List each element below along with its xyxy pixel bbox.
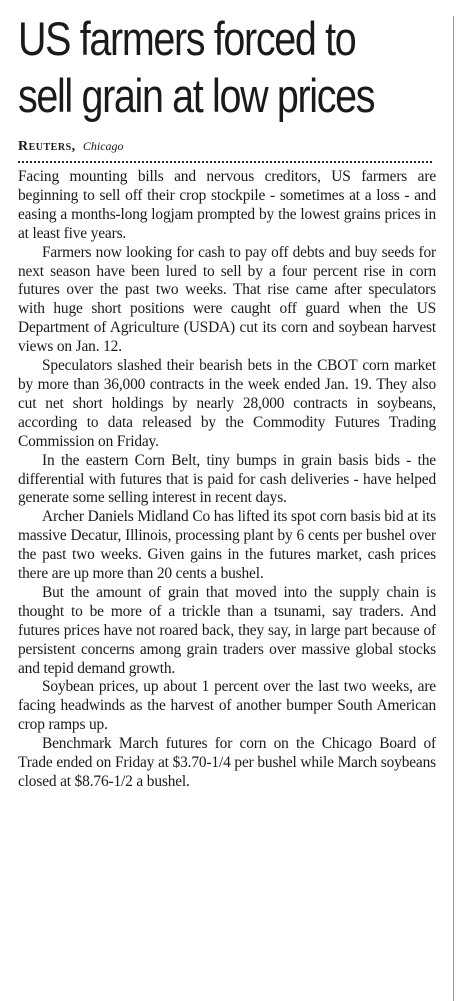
dotted-divider <box>18 161 432 163</box>
paragraph-6: But the amount of grain that moved into the supply chain is thought to be more of a trickle than a tsunami, say traders. And futures prices have not roared back, they say, in large part because of persistent concerns among grain traders over massive global stocks and tepid demand growth. <box>18 583 436 677</box>
paragraph-8: Benchmark March futures for corn on the Chicago Board of Trade ended on Friday at $3.70-1/4 per bushel while March soybeans closed at $8.76-1/2 a bushel. <box>18 735 436 790</box>
paragraph-2: Farmers now looking for cash to pay off debts and buy seeds for next season have been lured to sell by a four percent rise in corn futures over the past two weeks. That rise came after speculators with huge short positions were caught off guard when the US Department of Agriculture (USDA) cut its corn and soybean harvest views on Jan. 12. <box>18 243 436 356</box>
column-rule <box>453 16 454 1001</box>
paragraph-4: In the eastern Corn Belt, tiny bumps in grain basis bids - the differential with futures that is paid for cash deliveries - have helped generate some selling interest in recent days. <box>18 451 436 507</box>
byline-city: Chicago <box>82 139 124 153</box>
news-article <box>18 10 436 792</box>
headline <box>18 10 438 124</box>
paragraph-3: Speculators slashed their bearish bets in the CBOT corn market by more than 36,000 contracts in the week ended Jan. 19. They also cut net short holdings by nearly 28,000 contracts in soybeans, according to data released by the Commodity Futures Trading Commission on Friday. <box>18 357 436 450</box>
headline-line-2: sell grain at low prices <box>18 69 375 122</box>
byline <box>18 138 436 155</box>
article-body <box>18 168 436 792</box>
headline-line-1: US farmers forced to <box>18 12 356 65</box>
paragraph-5: Archer Daniels Midland Co has lifted its spot corn basis bid at its massive Decatur, Illinois, processing plant by 6 cents per bushel over the past two weeks. Given gains in the futures market, cash prices there are up more than 20 cents a bushel. <box>18 508 436 583</box>
paragraph-1: Facing mounting bills and nervous creditors, US farmers are beginning to sell off their crop stockpile - sometimes at a loss - and easing a months-long logjam prompted by the lowest grains prices in at least five years. <box>18 168 436 242</box>
byline-agency: Reuters, <box>18 139 76 154</box>
paragraph-7: Soybean prices, up about 1 percent over the last two weeks, are facing headwinds as the harvest of another bumper South American crop ramps up. <box>18 678 436 734</box>
